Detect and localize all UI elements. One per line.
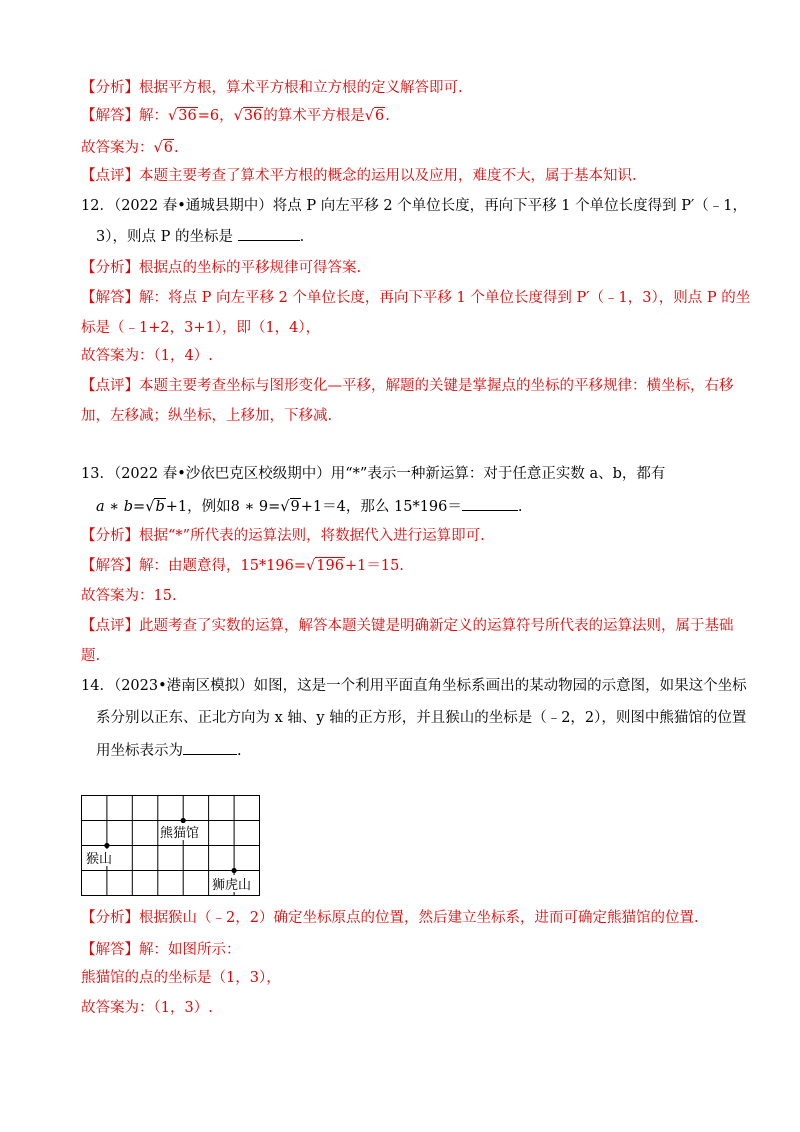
sqrt-expression: √b xyxy=(145,499,165,515)
analysis-text: 根据点的坐标的平移规律可得答案. xyxy=(139,260,362,276)
solution-text: 标是（﹣1+2，3+1），即（1，4）， xyxy=(81,320,321,336)
q12-solution-line1 xyxy=(81,288,750,308)
math-op: ∗ xyxy=(104,499,124,515)
question-stem: （2022 春•沙依巴克区校级期中）用“*”表示一种新运算：对于任意正实数 a、b，都有 xyxy=(113,466,666,482)
question-number: 13． xyxy=(81,466,114,482)
comment-text: 此题考查了实数的运算，解答本题关键是明确新定义的运算符号所代表的运算法则，属于基础 xyxy=(139,618,734,634)
answer-end: . xyxy=(173,140,179,156)
question-stem: 3），则点 P 的坐标是 xyxy=(96,229,238,245)
example-rest: +1＝4，那么 15*196＝ xyxy=(300,499,462,515)
stem-text: +1，例如 xyxy=(165,499,231,515)
answer-prefix: 故答案为： xyxy=(81,140,154,156)
q14-solution xyxy=(81,940,241,960)
q14-analysis xyxy=(81,908,699,928)
solution-post: +1＝15. xyxy=(344,558,404,574)
zoo-grid-svg xyxy=(81,795,261,896)
q11-solution xyxy=(81,106,390,126)
q13-comment-line2 xyxy=(81,646,100,666)
q13-answer xyxy=(81,586,177,606)
question-stem: （2023•港南区模拟）如图，这是一个利用平面直角坐标系画出的某动物园的示意图，如果这个坐标 xyxy=(113,678,747,694)
q12-solution-line2 xyxy=(81,318,320,338)
radicand: 6 xyxy=(163,140,173,156)
radicand: 9 xyxy=(290,499,300,515)
question-end: . xyxy=(517,499,523,515)
solution-tag: 【解答】 xyxy=(81,558,139,574)
radicand: 196 xyxy=(316,558,344,574)
q11-analysis xyxy=(81,78,463,98)
analysis-tag: 【分析】 xyxy=(81,910,139,926)
question-stem: （2022 春•通城县期中）将点 P 向左平移 2 个单位长度，再向下平移 1 个单位长度得到 P′（﹣1， xyxy=(113,198,748,214)
q14-stem-line2 xyxy=(96,708,746,728)
lion-tiger-hill-point xyxy=(232,868,237,873)
math-b: b xyxy=(123,499,134,515)
answer-text: 故答案为：（1，4）. xyxy=(81,348,213,364)
comment-text: 加，左移减；纵坐标，上移加，下移减. xyxy=(81,408,333,424)
q11-answer xyxy=(81,138,179,158)
radicand: 6 xyxy=(375,108,385,124)
q12-comment-line2 xyxy=(81,406,332,426)
q13-stem-line2 xyxy=(96,496,522,517)
solution-mid: 的算术平方根是 xyxy=(263,108,365,124)
q11-comment xyxy=(81,166,637,186)
q14-stem-line3 xyxy=(96,740,242,761)
question-end: . xyxy=(237,743,242,759)
q13-solution xyxy=(81,556,404,576)
radicand: 36 xyxy=(178,108,197,124)
question-number: 12． xyxy=(81,198,114,214)
question-number: 14． xyxy=(81,678,114,694)
zoo-grid-figure xyxy=(81,795,261,896)
q12-comment-line1 xyxy=(81,376,734,396)
q14-stem-line1 xyxy=(81,676,747,696)
comment-tag: 【点评】 xyxy=(81,378,139,394)
comment-text: 本题主要考查了算术平方根的概念的运用以及应用，难度不大，属于基本知识. xyxy=(139,168,637,184)
analysis-tag: 【分析】 xyxy=(81,260,139,276)
solution-tag: 【解答】 xyxy=(81,108,139,124)
answer-blank xyxy=(183,740,237,755)
sqrt-expression: √36 xyxy=(233,108,263,124)
answer-blank xyxy=(238,226,300,241)
analysis-tag: 【分析】 xyxy=(81,528,139,544)
analysis-text: 根据猴山（﹣2，2）确定坐标原点的位置，然后建立坐标系，进而可确定熊猫馆的位置. xyxy=(139,910,699,926)
comment-text: 题. xyxy=(81,648,101,664)
monkey-hill-point xyxy=(104,843,109,848)
solution-eq: =6， xyxy=(197,108,234,124)
question-stem: 用坐标表示为 xyxy=(96,743,183,759)
sqrt-expression: √196 xyxy=(306,558,344,574)
example-eq: = xyxy=(268,499,281,515)
q12-answer xyxy=(81,346,213,366)
radicand: b xyxy=(155,499,165,515)
solution-tag: 【解答】 xyxy=(81,942,139,958)
sqrt-expression: √36 xyxy=(168,108,197,124)
sqrt-expression: √9 xyxy=(280,499,300,515)
comment-tag: 【点评】 xyxy=(81,618,139,634)
q12-stem-line2 xyxy=(96,226,304,247)
math-eq: = xyxy=(133,499,146,515)
solution-text: 解：如图所示： xyxy=(139,942,241,958)
q13-stem-line1 xyxy=(81,464,665,484)
radicand: 36 xyxy=(243,108,263,124)
analysis-text: 根据“*”所代表的运算法则，将数据代入进行运算即可. xyxy=(139,528,485,544)
q13-analysis xyxy=(81,526,485,546)
question-end: . xyxy=(299,229,305,245)
q14-solution-line2 xyxy=(81,968,281,988)
answer-blank xyxy=(462,496,518,511)
solution-prefix: 解： xyxy=(139,108,168,124)
solution-text: 解：将点 P 向左平移 2 个单位长度，再向下平移 1 个单位长度得到 P′（﹣1，3），则点 P 的坐 xyxy=(139,290,751,306)
q12-stem-line1 xyxy=(81,196,747,216)
math-a: a xyxy=(96,499,105,515)
answer-text: 故答案为：（1，3）. xyxy=(81,1000,213,1016)
q12-analysis xyxy=(81,258,361,278)
solution-tag: 【解答】 xyxy=(81,290,139,306)
question-stem: 系分别以正东、正北方向为 x 轴、y 轴的正方形，并且猴山的坐标是（﹣2，2），则图中熊猫馆的位置 xyxy=(96,710,747,726)
analysis-text: 根据平方根，算术平方根和立方根的定义解答即可. xyxy=(139,80,463,96)
sqrt-expression: √6 xyxy=(153,140,173,156)
analysis-tag: 【分析】 xyxy=(81,80,139,96)
solution-pre: 解：由题意得，15*196= xyxy=(139,558,307,574)
answer-text: 故答案为：15. xyxy=(81,588,177,604)
solution-text: 熊猫馆的点的坐标是（1，3）， xyxy=(81,970,281,986)
comment-text: 本题主要考查坐标与图形变化—平移，解题的关键是掌握点的坐标的平移规律：横坐标，右移 xyxy=(139,378,734,394)
lion-tiger-hill-label: 狮虎山 xyxy=(212,878,252,893)
panda-house-label: 熊猫馆 xyxy=(160,826,200,841)
comment-tag: 【点评】 xyxy=(81,168,139,184)
sqrt-expression: √6 xyxy=(364,108,385,124)
q13-comment-line1 xyxy=(81,616,734,636)
example-left: 8 ∗ 9 xyxy=(230,499,269,515)
solution-end: . xyxy=(385,108,390,124)
monkey-hill-label: 猴山 xyxy=(86,852,113,867)
panda-house-point xyxy=(181,818,186,823)
q14-answer xyxy=(81,998,213,1018)
